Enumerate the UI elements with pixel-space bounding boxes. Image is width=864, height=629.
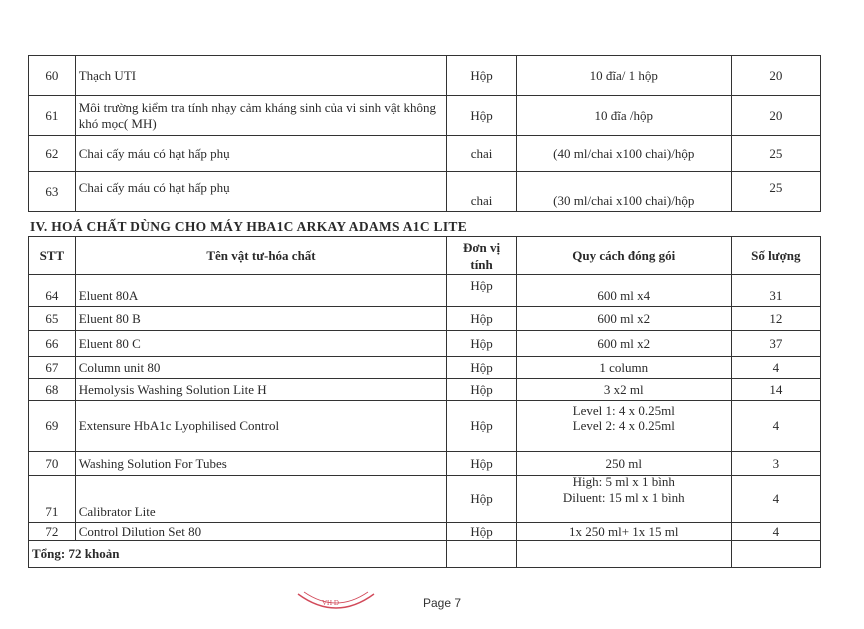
qty-cell: 12 [731, 307, 820, 331]
spec-cell: 600 ml x2 [516, 331, 731, 357]
header-qty: Số lượng [731, 237, 820, 275]
total-row [29, 541, 821, 568]
total-label: Tổng: 72 khoản [29, 541, 447, 568]
stt-cell: 72 [29, 523, 76, 541]
spec-line: High: 5 ml x 1 bình [572, 474, 675, 489]
qty-cell: 4 [731, 476, 820, 523]
table-row [29, 523, 821, 541]
table-row [29, 275, 821, 307]
stamp-text: VH Đ [322, 599, 339, 607]
table-row [29, 96, 821, 136]
unit-cell: chai [447, 172, 517, 212]
qty-cell: 20 [731, 56, 820, 96]
spec-line: Level 1: 4 x 0.25ml [572, 403, 675, 418]
stt-cell: 64 [29, 275, 76, 307]
stamp-icon [296, 588, 376, 618]
unit-cell: Hộp [447, 307, 517, 331]
name-cell: Môi trường kiểm tra tính nhạy cảm kháng sinh của vi sinh vật không khó mọc( MH) [75, 96, 447, 136]
name-cell: Chai cấy máu có hạt hấp phụ [75, 136, 447, 172]
stt-cell: 70 [29, 452, 76, 476]
empty-cell [731, 541, 820, 568]
stt-cell: 67 [29, 357, 76, 379]
name-cell: Washing Solution For Tubes [75, 452, 447, 476]
table-row [29, 379, 821, 401]
header-spec: Quy cách đóng gói [516, 237, 731, 275]
empty-cell [447, 541, 517, 568]
qty-cell: 37 [731, 331, 820, 357]
header-stt: STT [29, 237, 76, 275]
spec-cell: 250 ml [516, 452, 731, 476]
table-row [29, 172, 821, 212]
spec-cell: 600 ml x2 [516, 307, 731, 331]
header-name: Tên vật tư-hóa chất [75, 237, 447, 275]
unit-cell: Hộp [447, 523, 517, 541]
name-cell: Thạch UTI [75, 56, 447, 96]
qty-cell: 4 [731, 357, 820, 379]
empty-cell [516, 541, 731, 568]
stt-cell: 61 [29, 96, 76, 136]
qty-cell: 4 [731, 401, 820, 452]
unit-cell: Hộp [447, 357, 517, 379]
unit-cell: Hộp [447, 379, 517, 401]
stt-cell: 71 [29, 476, 76, 523]
qty-cell: 20 [731, 96, 820, 136]
stt-cell: 66 [29, 331, 76, 357]
spec-cell: 1 column [516, 357, 731, 379]
stt-cell: 63 [29, 172, 76, 212]
page-number: Page 7 [423, 596, 462, 610]
spec-cell: 1x 250 ml+ 1x 15 ml [516, 523, 731, 541]
stt-cell: 62 [29, 136, 76, 172]
table-row [29, 476, 821, 523]
table-row [29, 307, 821, 331]
header-row [29, 237, 821, 275]
name-cell: Calibrator Lite [75, 476, 447, 523]
table-row [29, 136, 821, 172]
unit-cell: Hộp [447, 401, 517, 452]
name-cell: Eluent 80A [75, 275, 447, 307]
qty-cell: 25 [731, 172, 820, 212]
section-title: IV. HOÁ CHẤT DÙNG CHO MÁY HBA1C ARKAY ADAMS A1C LITE [30, 219, 468, 234]
table-row [29, 56, 821, 96]
name-cell: Chai cấy máu có hạt hấp phụ [75, 172, 447, 212]
unit-cell: Hộp [447, 452, 517, 476]
name-cell: Eluent 80 B [75, 307, 447, 331]
spec-line: Level 2: 4 x 0.25ml [572, 418, 675, 433]
table-row [29, 331, 821, 357]
qty-cell: 4 [731, 523, 820, 541]
spec-cell: (40 ml/chai x100 chai)/hộp [516, 136, 731, 172]
name-cell: Extensure HbA1c Lyophilised Control [75, 401, 447, 452]
top-table [28, 55, 821, 212]
spec-cell [516, 401, 731, 452]
qty-cell: 14 [731, 379, 820, 401]
name-cell: Hemolysis Washing Solution Lite H [75, 379, 447, 401]
unit-cell: Hộp [447, 476, 517, 523]
spec-cell [516, 476, 731, 523]
unit-cell: chai [447, 136, 517, 172]
unit-cell: Hộp [447, 331, 517, 357]
table-row [29, 401, 821, 452]
unit-cell: Hộp [447, 275, 517, 307]
header-unit: Đơn vị tính [447, 237, 517, 275]
spec-cell: 10 đĩa /hộp [516, 96, 731, 136]
spec-cell: 600 ml x4 [516, 275, 731, 307]
name-cell: Control Dilution Set 80 [75, 523, 447, 541]
table-row [29, 357, 821, 379]
table-row [29, 452, 821, 476]
qty-cell: 25 [731, 136, 820, 172]
unit-cell: Hộp [447, 96, 517, 136]
stt-cell: 65 [29, 307, 76, 331]
qty-cell: 3 [731, 452, 820, 476]
stt-cell: 68 [29, 379, 76, 401]
stt-cell: 69 [29, 401, 76, 452]
spec-cell: 3 x2 ml [516, 379, 731, 401]
main-table [28, 236, 821, 568]
spec-cell: 10 đĩa/ 1 hộp [516, 56, 731, 96]
stt-cell: 60 [29, 56, 76, 96]
name-cell: Eluent 80 C [75, 331, 447, 357]
spec-cell: (30 ml/chai x100 chai)/hộp [516, 172, 731, 212]
unit-cell: Hộp [447, 56, 517, 96]
qty-cell: 31 [731, 275, 820, 307]
spec-line: Diluent: 15 ml x 1 bình [562, 490, 685, 505]
name-cell: Column unit 80 [75, 357, 447, 379]
